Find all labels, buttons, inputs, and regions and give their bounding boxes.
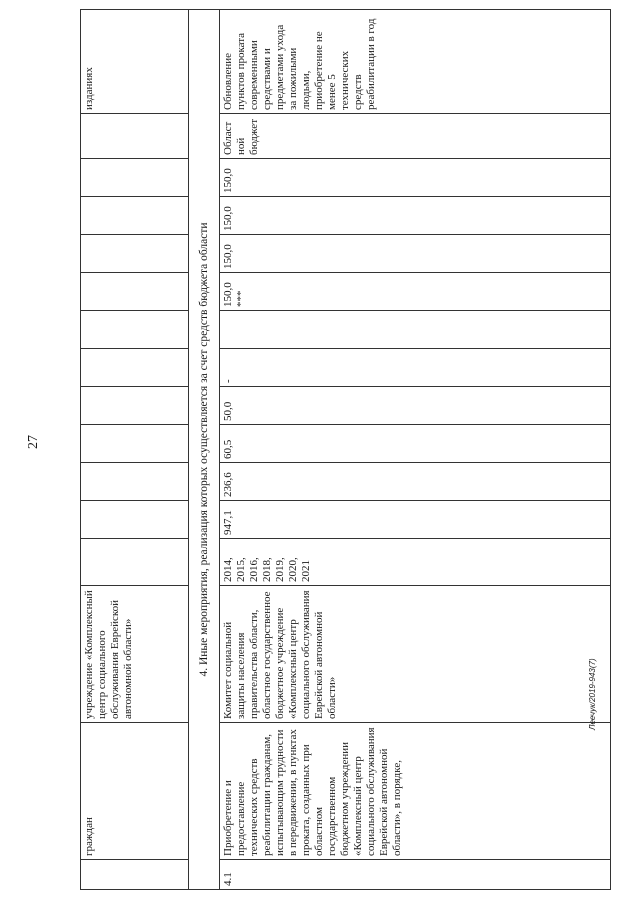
value-cell: 50,0: [220, 387, 611, 425]
total-value: 947,1: [220, 501, 611, 539]
table-cell: [81, 311, 189, 349]
table-cell: [81, 349, 189, 387]
document-reference: Леечук/2019-943(7): [588, 658, 597, 730]
section-row: [189, 10, 220, 890]
table-cell: [81, 273, 189, 311]
funding-source: Областной бюджет: [220, 114, 611, 159]
value-cell: 150,0: [220, 197, 611, 235]
expected-result: Обновление пунктов проката современными средствами и предметами ухода за пожилыми людьми, приобретение не менее 5 технических средств реабилитации в год: [220, 10, 611, 114]
table-cell: учреждение «Комплексный центр социального обслуживания Еврейской автономной области»: [81, 586, 189, 723]
table-cell: [81, 425, 189, 463]
value-cell: [220, 311, 611, 349]
table-cell: [81, 501, 189, 539]
table-row: [220, 10, 611, 890]
measures-table: [80, 9, 611, 890]
table-cell: [81, 860, 189, 890]
table-cell: изданиях: [81, 10, 189, 114]
page-number: 27: [26, 435, 41, 449]
value-cell: -: [220, 349, 611, 387]
value-cell: 150,0: [220, 159, 611, 197]
value-cell: 150,0: [220, 235, 611, 273]
value-cell: 60,5: [220, 425, 611, 463]
executor: Комитет социальной защиты населения правительства области, областное государственное бюджетное учреждение «Комплексный центр социального обслуживания Еврейской автономной области»: [220, 586, 611, 723]
table-cell: [81, 235, 189, 273]
table-cell: [81, 159, 189, 197]
table-cell: [81, 463, 189, 501]
table-cell: [81, 539, 189, 586]
section-title: 4. Иные мероприятия, реализация которых осуществляется за счет средств бюджета области: [189, 10, 220, 890]
value-cell: 150,0 ***: [220, 273, 611, 311]
table-cell: граждан: [81, 723, 189, 860]
table-cell: [81, 197, 189, 235]
program-table: [80, 10, 610, 890]
table-cell: [81, 387, 189, 425]
value-cell: 236,6: [220, 463, 611, 501]
measure-name: Приобретение и предоставление технических средств реабилитации гражданам, испытывающим трудности в передвижении, в пунктах проката, созданных при областном государственном бюджетном учреждении «Комплексный центр социального обслуживания Еврейской автономной области», в порядке,: [220, 723, 611, 860]
years: 2014, 2015, 2016, 2018, 2019, 2020, 2021: [220, 539, 611, 586]
table-cell: [81, 114, 189, 159]
table-row: [81, 10, 189, 890]
row-number: 4.1: [220, 860, 611, 890]
